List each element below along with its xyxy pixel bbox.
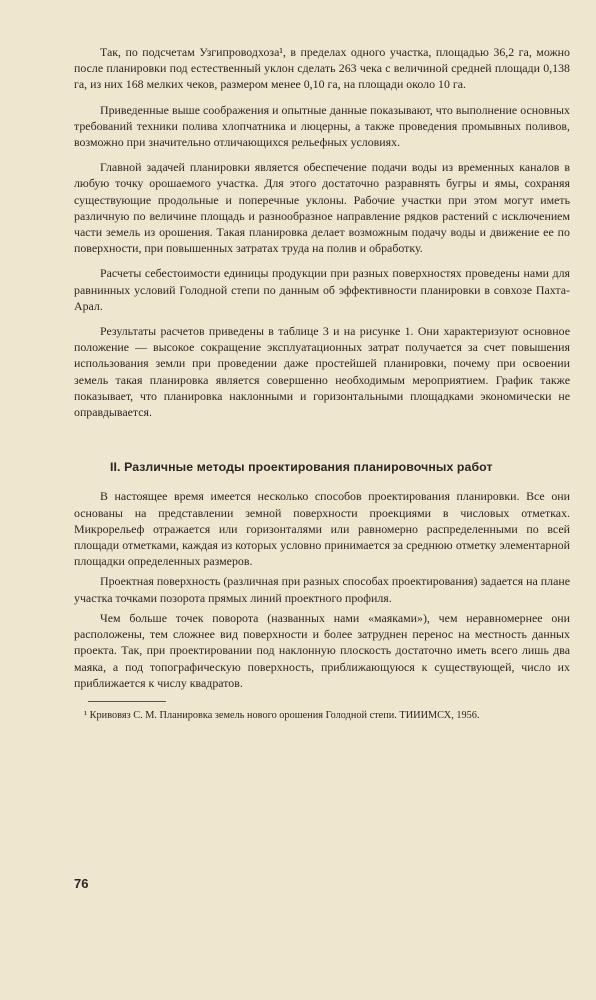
paragraph: Расчеты себестоимости единицы продукции при разных поверхностях проведены нами для равнинных условий Голодной степи по данным об эффективности планировки в совхозе Пахта-Арал. bbox=[74, 266, 570, 313]
section-heading: II. Различные методы проектирования планировочных работ bbox=[110, 460, 493, 475]
paragraph: В настоящее время имеется несколько способов проектирования планировки. Все они основаны на представлении земной поверхности проекциями в числовых отметках. Микрорельеф отражается или горизонталями или равномерно распределенными по всей площади отметками, каждая из которых условно принимается за среднюю отметку элементарной площадки определенных размеров. bbox=[74, 489, 570, 569]
page-body bbox=[74, 44, 570, 723]
footnote: ¹ Кривовяз С. М. Планировка земель нового орошения Голодной степи. ТИИИМСХ, 1956. bbox=[84, 709, 480, 721]
paragraph: Чем больше точек поворота (названных нами «маяками»), чем неравномернее они расположены, тем сложнее вид поверхности и более затруднен перенос на местность данных проекта. Так, при проектировании под наклонную плоскость достаточно иметь всего лишь два маяка, а под топографическую поверхность, приближающуюся к существующей, число их приближается к числу квадратов. bbox=[74, 610, 570, 690]
paragraph: Приведенные выше соображения и опытные данные показывают, что выполнение основных требований техники полива хлопчатника и люцерны, а также проведения промывных поливов, возможно при значительно отличающихся рельефных условиях. bbox=[74, 102, 570, 150]
paragraph: Главной задачей планировки является обеспечение подачи воды из временных каналов в любую точку орошаемого участка. Для этого достаточно разравнять бугры и ямы, сохраняя существующие продольные и поперечные уклоны. Рабочие участки при этом могут иметь различную по величине площадь и разнообразное направление рядков растений с исключением части земель из орошения. Такая планировка делает возможным подачу воды и движение ее по поверхности, при повышенных затратах труда на полив и обработку. bbox=[74, 160, 570, 256]
footnote-divider bbox=[88, 701, 166, 702]
paragraph: Так, по подсчетам Узгипроводхоза¹, в пределах одного участка, площадью 36,2 га, можно после планировки под естественный уклон сделать 263 чека с величиной средней площади 0,138 га, из них 168 мелких чеков, размером менее 0,10 га, на площади около 10 га. bbox=[74, 45, 570, 92]
paragraph: Проектная поверхность (различная при разных способах проектирования) задается на плане участка точками позорота прямых линий проектного профиля. bbox=[74, 574, 570, 605]
page-number: 76 bbox=[74, 876, 89, 891]
paragraph: Результаты расчетов приведены в таблице 3 и на рисунке 1. Они характеризуют основное положение — высокое сокращение эксплуатационных затрат получается за счет повышения использования земли при проведении даже простейшей планировки, почему при освоении земель такая планировка является совершенно необходимым мероприятием. График также показывает, что планировка наклонными и горизонтальными площадками экономически не оправдывается. bbox=[74, 324, 570, 420]
